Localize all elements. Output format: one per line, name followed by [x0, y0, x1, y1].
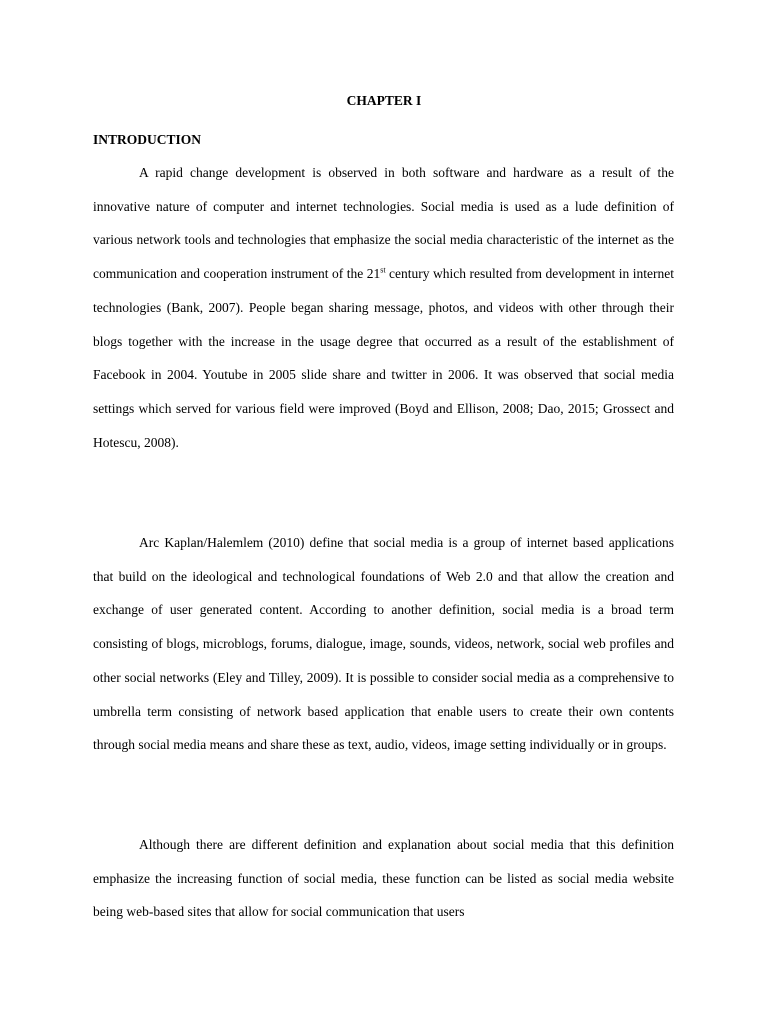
chapter-title: CHAPTER I [346, 93, 422, 108]
paragraph-1-text-a: A rapid change development is observed in both software and hardware as a result of the innovative nature of computer and internet technologies. Social media is used as a lude definition of various network tools and technologies that emphasize the social media characteristic of the internet as the communication and cooperation instrument of the 21 [93, 165, 674, 282]
ordinal-suffix: st [380, 265, 386, 275]
section-heading: INTRODUCTION [93, 132, 202, 147]
paragraph-1 [93, 156, 674, 459]
paragraph-2: Arc Kaplan/Halemlem (2010) define that social media is a group of internet based applications that build on the ideological and technological foundations of Web 2.0 and that allow the creation and exchange of user generated content. According to another definition, social media is a broad term consisting of blogs, microblogs, forums, dialogue, image, sounds, videos, network, social web profiles and other social networks (Eley and Tilley, 2009). It is possible to consider social media as a comprehensive to umbrella term consisting of network based application that enable users to create their own contents through social media means and share these as text, audio, videos, image setting individually or in groups. [93, 535, 674, 753]
paragraph-1-text-b: century which resulted from development in internet technologies (Bank, 2007). People began sharing message, photos, and videos with other through their blogs together with the increase in the usage degree that occurred as a result of the establishment of Facebook in 2004. Youtube in 2005 slide share and twitter in 2006. It was observed that social media settings which served for various field were improved (Boyd and Ellison, 2008; Dao, 2015; Grossect and Hotescu, 2008). [93, 266, 674, 450]
paragraph-3: Although there are different definition and explanation about social media that this definition emphasize the increasing function of social media, these function can be listed as social media website being web-based sites that allow for social communication that users [93, 837, 674, 920]
